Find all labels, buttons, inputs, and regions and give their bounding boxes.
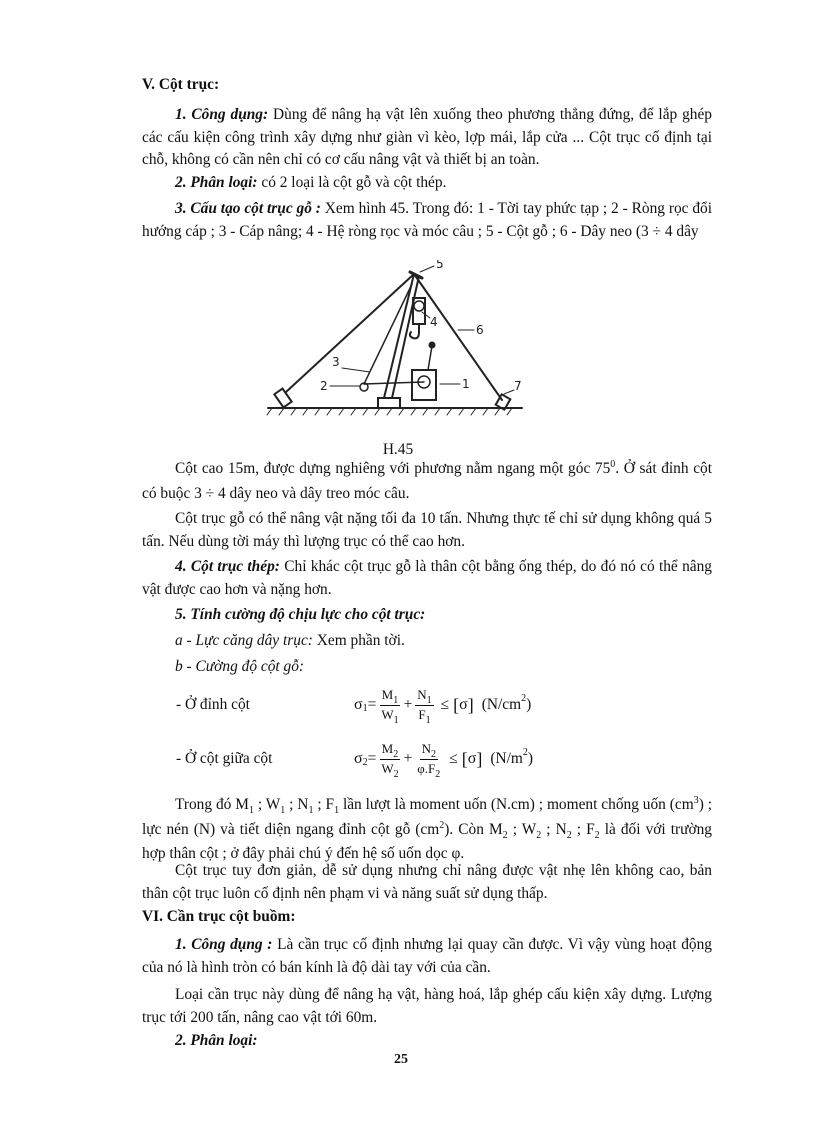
- figure-label-1: 1: [462, 377, 470, 391]
- fraction-m-w: [379, 740, 400, 779]
- paragraph-crane-capacity: Loại cần trục này dùng để nâng hạ vật, hàng hoá, lắp ghép cấu kiện xây dựng. Lượng trục tới 200 tấn, nâng cao vật tới 60m.: [142, 986, 712, 1026]
- paragraph-crane-usage: [142, 934, 712, 979]
- label-steel: 4. Cột trục thép:: [175, 558, 280, 575]
- paragraph-summary: Cột trục tuy đơn giản, dễ sử dụng nhưng chỉ nâng được vật nhẹ lên không cao, bản thân cột trục luôn cố định nên phạm vi và năng suất sử dụng thấp.: [142, 862, 712, 902]
- def-f: ) ; lực nén (N) và tiết diện ngang đỉnh cột gỗ (cm: [142, 796, 712, 838]
- figure-label-4: 4: [430, 315, 438, 329]
- figure-caption: H.45: [382, 441, 414, 459]
- def-g: ). Còn M: [444, 820, 503, 838]
- paragraph-steel: [142, 556, 712, 601]
- num-n: N: [421, 740, 431, 756]
- degree-sup: 0: [610, 459, 616, 470]
- plus: +: [403, 695, 413, 713]
- pulley-wheel: [414, 301, 424, 311]
- unit-end: ): [527, 749, 533, 767]
- def-e-sup: 3: [693, 795, 699, 806]
- def-k: là đối với trường hợp thân cột ; ở đây phải chú ý đến hệ số uốn dọc φ.: [142, 820, 712, 862]
- paragraph-structure: [142, 198, 712, 243]
- equals: =: [367, 695, 377, 713]
- paragraph-height: [142, 458, 712, 505]
- figure-h45: [264, 260, 526, 420]
- sigma-sub: 2: [362, 756, 368, 768]
- heading-crane-classification: 2. Phân loại:: [175, 1032, 258, 1049]
- fraction-n-phif: [415, 740, 442, 779]
- paragraph-usage: [142, 104, 712, 172]
- heading-strength: 5. Tính cường độ chịu lực cho cột trục:: [175, 606, 426, 623]
- leader-7: [504, 390, 514, 394]
- num-m-sub: 2: [393, 748, 399, 760]
- def-f-sup: 2: [439, 819, 445, 831]
- unit: (N/m: [490, 749, 523, 767]
- text-usage: Dùng để nâng hạ vật lên xuống theo phương thẳng đứng, để lắp ghép các cấu kiện công trình xây dựng như giàn vì kèo, lợp mái, lắp cửa ... Cột trục cố định tại chỗ, không có cần nên chỉ có cơ cấu nâng vật và thiết bị an toàn.: [142, 106, 713, 168]
- text-structure-items: 2 - Ròng rọc đổi hướng cáp ; 3 - Cáp nâng; 4 - Hệ ròng rọc và móc câu ; 5 - Cột gỗ ; 6 - Dây neo (3 ÷ 4 dây: [142, 200, 713, 240]
- paragraph-definitions: [142, 794, 712, 866]
- plus: +: [403, 749, 413, 767]
- text-height-cont: . Ở sát đỉnh cột có buộc 3 ÷ 4 dây neo và dây treo móc câu.: [142, 460, 712, 502]
- sigma-symbol: σ: [354, 695, 363, 713]
- paragraph-classification: [142, 172, 712, 195]
- def-b-sub: 1: [280, 805, 286, 816]
- right-guy-rope: [414, 274, 502, 400]
- label-tension: a - Lực căng dây trục:: [175, 632, 313, 649]
- sigma-sub: 1: [362, 702, 368, 714]
- text-steel: Chỉ khác cột trục gỗ là thân cột bằng ống thép, do đó nó có thể nâng vật được cao hơn và nặng hơn.: [142, 558, 713, 598]
- def-j-sub: 2: [594, 829, 600, 841]
- def-a-sub: 1: [248, 805, 254, 816]
- winch-knob: [430, 343, 435, 348]
- def-b: ; W: [253, 796, 281, 813]
- num-m: M: [381, 686, 394, 702]
- section-5-title: V. Cột trục:: [142, 76, 220, 93]
- page-number: 25: [394, 1052, 408, 1067]
- unit-sup: 2: [522, 746, 528, 758]
- label-usage: 1. Công dụng:: [175, 106, 269, 123]
- label-classification: 2. Phân loại:: [175, 174, 258, 191]
- section-6-title: VI. Cần trục cột buồm:: [142, 908, 296, 925]
- bracket-right: ]: [476, 748, 483, 769]
- formula-1-label: - Ở đỉnh cột: [176, 696, 250, 713]
- formula-2: [354, 736, 533, 782]
- unit-end: ): [526, 695, 532, 713]
- unit: (N/cm: [481, 695, 522, 713]
- text-tension: Xem phần tời.: [312, 632, 405, 649]
- figure-label-6: 6: [476, 323, 484, 337]
- label-structure: 3. Cấu tạo cột trục gỗ :: [175, 200, 321, 217]
- ground-hatch: [267, 408, 512, 415]
- den-w-sub: 1: [393, 714, 399, 726]
- paragraph-tension: [142, 630, 712, 653]
- text-classification: có 2 loại là cột gỗ và cột thép.: [257, 174, 447, 191]
- def-d: ; F: [313, 796, 335, 813]
- den-phi-f-sub: 2: [435, 768, 441, 780]
- cable-to-winch: [364, 382, 424, 384]
- def-d-sub: 1: [334, 805, 340, 816]
- num-m-sub: 1: [393, 694, 399, 706]
- text-height: Cột cao 15m, được dựng nghiêng với phương nằm ngang một góc 75: [175, 460, 611, 477]
- def-j: ; F: [571, 820, 595, 838]
- figure-label-5: 5: [436, 260, 444, 271]
- leader-5: [420, 266, 434, 272]
- formula-2-label: - Ở cột giữa cột: [176, 750, 273, 767]
- figure-label-2: 2: [320, 379, 328, 393]
- sigma-symbol: σ: [354, 749, 363, 767]
- mast-right: [392, 276, 419, 398]
- unit-sup: 2: [521, 692, 527, 704]
- num-n-sub: 1: [426, 694, 432, 706]
- den-w: W: [381, 706, 394, 722]
- less-equal: ≤: [449, 749, 458, 767]
- bracket-left: [: [453, 694, 460, 715]
- formula-1: [354, 682, 531, 728]
- fraction-m-w: [379, 686, 400, 725]
- den-w: W: [381, 760, 394, 776]
- den-phi-f: φ.F: [417, 760, 436, 776]
- paragraph-wood-strength: b - Cường độ cột gỗ:: [175, 658, 305, 675]
- text-crane-usage: Là cần trục cố định nhưng lại quay cần được. Vì vậy vùng hoạt động của nó là hình tròn có bán kính là độ dài tay với của cần.: [142, 936, 712, 976]
- paragraph-capacity: Cột trục gỗ có thể nâng vật nặng tối đa 10 tấn. Nhưng thực tế chỉ sử dụng không quá 5 tấn. Nếu dùng tời máy thì lượng trục có thể cao hơn.: [142, 510, 712, 550]
- winch-handle: [428, 346, 432, 370]
- def-c-sub: 1: [308, 805, 314, 816]
- def-e: lần lượt là moment uốn (N.cm) ; moment chống uốn (cm: [339, 796, 694, 813]
- less-equal: ≤: [440, 695, 450, 713]
- mast-base: [378, 398, 400, 408]
- den-f: F: [418, 706, 426, 722]
- den-w-sub: 2: [393, 768, 399, 780]
- def-h-sub: 2: [536, 829, 542, 841]
- den-f-sub: 1: [425, 714, 431, 726]
- num-n-sub: 2: [430, 748, 436, 760]
- winch-body: [412, 370, 436, 400]
- def-h: ; W: [507, 820, 537, 838]
- left-guy-rope: [286, 274, 414, 392]
- def-i-sub: 2: [566, 829, 572, 841]
- left-anchor: [274, 389, 291, 408]
- label-crane-usage: 1. Công dụng :: [175, 936, 273, 953]
- hook: [410, 324, 419, 338]
- def-i: ; N: [541, 820, 567, 838]
- def-g-sub: 2: [502, 829, 508, 841]
- num-n: N: [417, 686, 427, 702]
- allowable-sigma: σ: [467, 749, 477, 767]
- leader-3: [342, 368, 370, 372]
- allowable-sigma: σ: [459, 695, 468, 713]
- equals: =: [367, 749, 377, 767]
- bracket-right: ]: [467, 694, 474, 715]
- text-structure: Xem hình 45. Trong đó: 1 - Tời tay phức tạp ;: [320, 200, 608, 217]
- bracket-left: [: [461, 748, 468, 769]
- def-a: Trong đó M: [175, 796, 249, 813]
- num-m: M: [381, 740, 394, 756]
- fraction-n-f: [415, 686, 433, 725]
- def-c: ; N: [285, 796, 309, 813]
- figure-label-3: 3: [332, 355, 340, 369]
- figure-label-7: 7: [514, 379, 522, 393]
